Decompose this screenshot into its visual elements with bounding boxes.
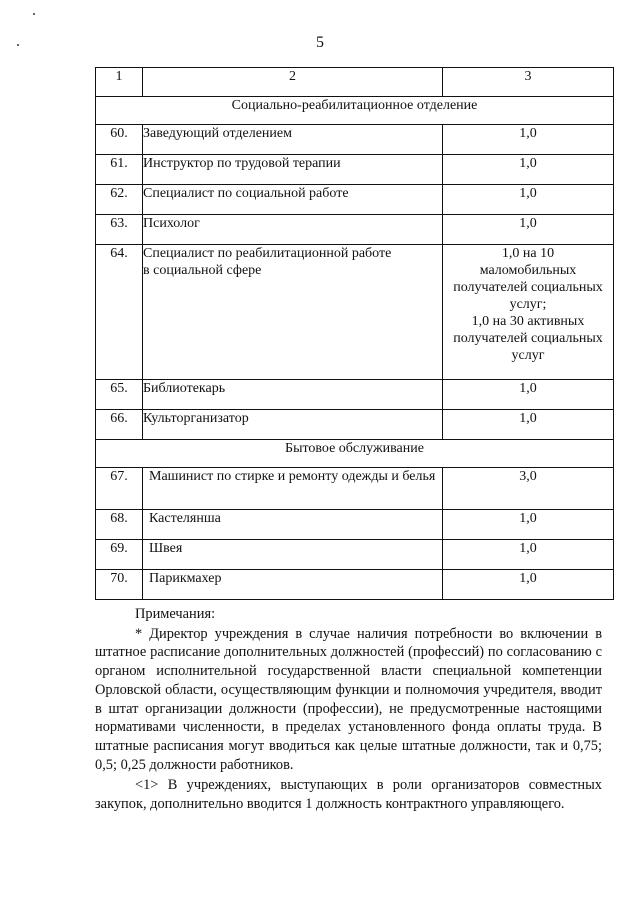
- position-name: [143, 245, 443, 380]
- position-name: Заведующий отделением: [143, 125, 443, 155]
- row-number: 60.: [96, 125, 143, 155]
- staff-rate: 1,0: [443, 155, 614, 185]
- header-cell: 3: [443, 68, 614, 97]
- position-name: Швея: [143, 540, 443, 570]
- scan-speck: [33, 13, 35, 15]
- staff-rate-line: получателей социальных: [453, 331, 603, 346]
- table-row: [96, 410, 614, 440]
- header-cell: 2: [143, 68, 443, 97]
- table-row: [96, 125, 614, 155]
- row-number: 64.: [96, 245, 143, 380]
- staff-rate-line: услуг;: [509, 297, 547, 312]
- page-number: 5: [316, 34, 324, 51]
- staff-rate: 1,0: [443, 185, 614, 215]
- staff-rate-line: маломобильных: [479, 263, 577, 278]
- staffing-table: [95, 67, 614, 600]
- table-row: [96, 468, 614, 510]
- note-director: * Директор учреждения в случае наличия потребности во включении в штатное расписание дополнительных должностей (профессий) по согласованию с органом исполнительной государственной власти специальной компетенции Орловской области, осуществляющим функции и полномочия учредителя, вводит в штат организации должности (профессии), не предусмотренные настоящими нормативами численности, в пределах установленного фонда оплаты труда. В штатные расписания могут вводиться как целые штатные должности, так и 0,75; 0,5; 0,25 должности работников.: [95, 625, 602, 773]
- staff-rate: 1,0: [443, 570, 614, 600]
- position-name: Культорганизатор: [143, 410, 443, 440]
- section-title: Бытовое обслуживание: [96, 440, 614, 468]
- section-title: Социально-реабилитационное отделение: [96, 97, 614, 125]
- row-number: 65.: [96, 380, 143, 410]
- staff-rate: 1,0: [443, 125, 614, 155]
- staff-rate: 1,0: [443, 510, 614, 540]
- position-name: Психолог: [143, 215, 443, 245]
- staff-rate-line: получателей социальных: [453, 280, 603, 295]
- table-row: [96, 215, 614, 245]
- table-row: [96, 570, 614, 600]
- staff-rate-line: 1,0 на 30 активных: [471, 314, 585, 329]
- row-number: 62.: [96, 185, 143, 215]
- table-row: [96, 185, 614, 215]
- position-name: Машинист по стирке и ремонту одежды и белья: [143, 468, 443, 510]
- staff-rate: 1,0: [443, 410, 614, 440]
- position-name: Парикмахер: [143, 570, 443, 600]
- staff-rate: [443, 245, 614, 380]
- position-name: Кастелянша: [143, 510, 443, 540]
- row-number: 70.: [96, 570, 143, 600]
- note-contract-manager: <1> В учреждениях, выступающих в роли организаторов совместных закупок, дополнительно вводится 1 должность контрактного управляющего.: [95, 777, 602, 813]
- row-number: 68.: [96, 510, 143, 540]
- table-header-row: [96, 68, 614, 97]
- header-cell: 1: [96, 68, 143, 97]
- position-name: Специалист по социальной работе: [143, 185, 443, 215]
- table-row: [96, 155, 614, 185]
- table-row: [96, 380, 614, 410]
- row-number: 66.: [96, 410, 143, 440]
- staff-rate: 1,0: [443, 215, 614, 245]
- position-name-line: в социальной сфере: [143, 263, 262, 278]
- table-row: [96, 540, 614, 570]
- staff-rate: 1,0: [443, 380, 614, 410]
- position-name: Инструктор по трудовой терапии: [143, 155, 443, 185]
- staff-rate-line: 1,0 на 10: [501, 246, 555, 261]
- staff-rate-line: услуг: [511, 348, 545, 363]
- section-row: [96, 97, 614, 125]
- table-row: [96, 245, 614, 380]
- staff-rate: 1,0: [443, 540, 614, 570]
- position-name-line: Специалист по реабилитационной работе: [143, 246, 392, 261]
- table-row: [96, 510, 614, 540]
- position-name: Библиотекарь: [143, 380, 443, 410]
- row-number: 69.: [96, 540, 143, 570]
- row-number: 67.: [96, 468, 143, 510]
- row-number: 61.: [96, 155, 143, 185]
- notes-title: Примечания:: [135, 606, 216, 622]
- row-number: 63.: [96, 215, 143, 245]
- staff-rate: 3,0: [443, 468, 614, 510]
- notes-block: [95, 605, 602, 814]
- section-row: [96, 440, 614, 468]
